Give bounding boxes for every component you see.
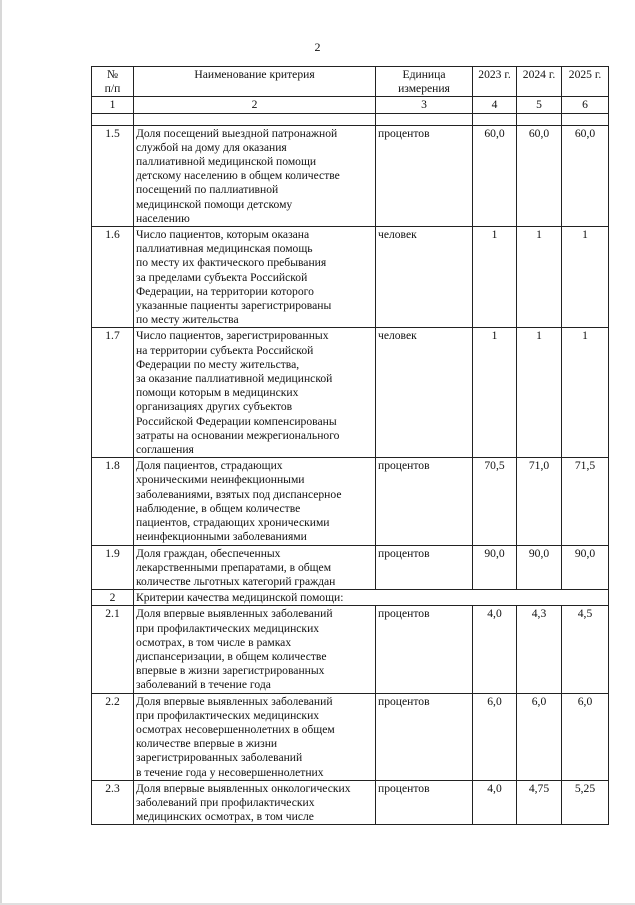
row-unit: процентов (376, 606, 473, 693)
table-row (92, 227, 609, 328)
header-2024: 2024 г. (517, 67, 562, 97)
row-unit: процентов (376, 545, 473, 590)
header-row (92, 67, 609, 97)
spacer-cell (376, 113, 473, 125)
row-num: 1.5 (92, 125, 134, 226)
spacer-cell (134, 113, 376, 125)
header-2025: 2025 г. (562, 67, 609, 97)
row-unit: человек (376, 328, 473, 458)
spacer-row (92, 113, 609, 125)
row-value-2025: 1 (562, 227, 609, 328)
row-value-2025: 60,0 (562, 125, 609, 226)
header-unit: Единица измерения (376, 67, 473, 97)
row-value-2024: 6,0 (517, 693, 562, 780)
row-criterion-name: Число пациентов, зарегистрированных на территории субъекта Российской Федерации по месту жительства, за оказание паллиативной медицинской помощи которым в медицинских организациях других субъектов Российской Федерации компенсированы затраты на основании межрегионального соглашения (134, 328, 376, 458)
row-value-2023: 90,0 (473, 545, 517, 590)
row-num: 2.3 (92, 780, 134, 825)
table-row (92, 545, 609, 590)
index-cell: 1 (92, 97, 134, 113)
row-num: 2.2 (92, 693, 134, 780)
index-cell: 6 (562, 97, 609, 113)
spacer-cell (517, 113, 562, 125)
row-criterion-name: Число пациентов, которым оказана паллиативная медицинская помощь по месту их фактического пребывания за пределами субъекта Российской Федерации, на территории которого указанные пациенты зарегистрированы по месту жительства (134, 227, 376, 328)
row-value-2024: 60,0 (517, 125, 562, 226)
criteria-table (91, 66, 609, 825)
row-value-2024: 90,0 (517, 545, 562, 590)
index-cell: 3 (376, 97, 473, 113)
row-value-2025: 90,0 (562, 545, 609, 590)
row-num: 1.9 (92, 545, 134, 590)
row-criterion-name: Доля посещений выездной патронажной службой на дому для оказания паллиативной медицинской помощи детскому населению в общем количестве посещений по паллиативной медицинской помощи детскому населению (134, 125, 376, 226)
spacer-cell (562, 113, 609, 125)
row-value-2024: 71,0 (517, 458, 562, 545)
row-value-2023: 1 (473, 227, 517, 328)
row-value-2023: 60,0 (473, 125, 517, 226)
index-row (92, 97, 609, 113)
row-num: 1.7 (92, 328, 134, 458)
row-value-2024: 1 (517, 227, 562, 328)
row-unit: человек (376, 227, 473, 328)
index-cell: 4 (473, 97, 517, 113)
row-value-2025: 4,5 (562, 606, 609, 693)
row-unit: процентов (376, 693, 473, 780)
table-row (92, 328, 609, 458)
spacer-cell (92, 113, 134, 125)
row-num: 2.1 (92, 606, 134, 693)
table-row (92, 125, 609, 226)
table-row (92, 458, 609, 545)
row-value-2023: 1 (473, 328, 517, 458)
page-number: 2 (314, 40, 321, 54)
row-value-2025: 71,5 (562, 458, 609, 545)
row-value-2025: 5,25 (562, 780, 609, 825)
row-num: 1.6 (92, 227, 134, 328)
header-2023: 2023 г. (473, 67, 517, 97)
row-value-2023: 4,0 (473, 780, 517, 825)
row-value-2023: 6,0 (473, 693, 517, 780)
row-unit: процентов (376, 458, 473, 545)
table-row (92, 693, 609, 780)
scan-edge (0, 0, 2, 905)
row-value-2023: 70,5 (473, 458, 517, 545)
row-criterion-name: Доля впервые выявленных заболеваний при профилактических медицинских осмотрах, в том числе в рамках диспансеризации, в общем количестве впервые в жизни зарегистрированных заболеваний в течение года (134, 606, 376, 693)
row-value-2025: 1 (562, 328, 609, 458)
row-value-2024: 4,75 (517, 780, 562, 825)
header-num: № п/п (92, 67, 134, 97)
table-row (92, 780, 609, 825)
spacer-cell (473, 113, 517, 125)
row-value-2023: 4,0 (473, 606, 517, 693)
row-criterion-name: Доля пациентов, страдающих хроническими неинфекционными заболеваниями, взятых под диспансерное наблюдение, в общем количестве пациентов, страдающих хроническими неинфекционными заболеваниями (134, 458, 376, 545)
row-value-2024: 4,3 (517, 606, 562, 693)
section-row (92, 590, 609, 606)
row-criterion-name: Доля впервые выявленных онкологических заболеваний при профилактических медицинских осмотрах, в том числе (134, 780, 376, 825)
row-unit: процентов (376, 780, 473, 825)
section-num: 2 (92, 590, 134, 606)
row-num: 1.8 (92, 458, 134, 545)
index-cell: 5 (517, 97, 562, 113)
row-value-2025: 6,0 (562, 693, 609, 780)
row-value-2024: 1 (517, 328, 562, 458)
row-criterion-name: Доля впервые выявленных заболеваний при профилактических медицинских осмотрах несовершеннолетних в общем количестве впервые в жизни зарегистрированных заболеваний в течение года у несовершеннолетних (134, 693, 376, 780)
table-row (92, 606, 609, 693)
header-name: Наименование критерия (134, 67, 376, 97)
index-cell: 2 (134, 97, 376, 113)
row-unit: процентов (376, 125, 473, 226)
section-title: Критерии качества медицинской помощи: (134, 590, 609, 606)
row-criterion-name: Доля граждан, обеспеченных лекарственными препаратами, в общем количестве льготных категорий граждан (134, 545, 376, 590)
